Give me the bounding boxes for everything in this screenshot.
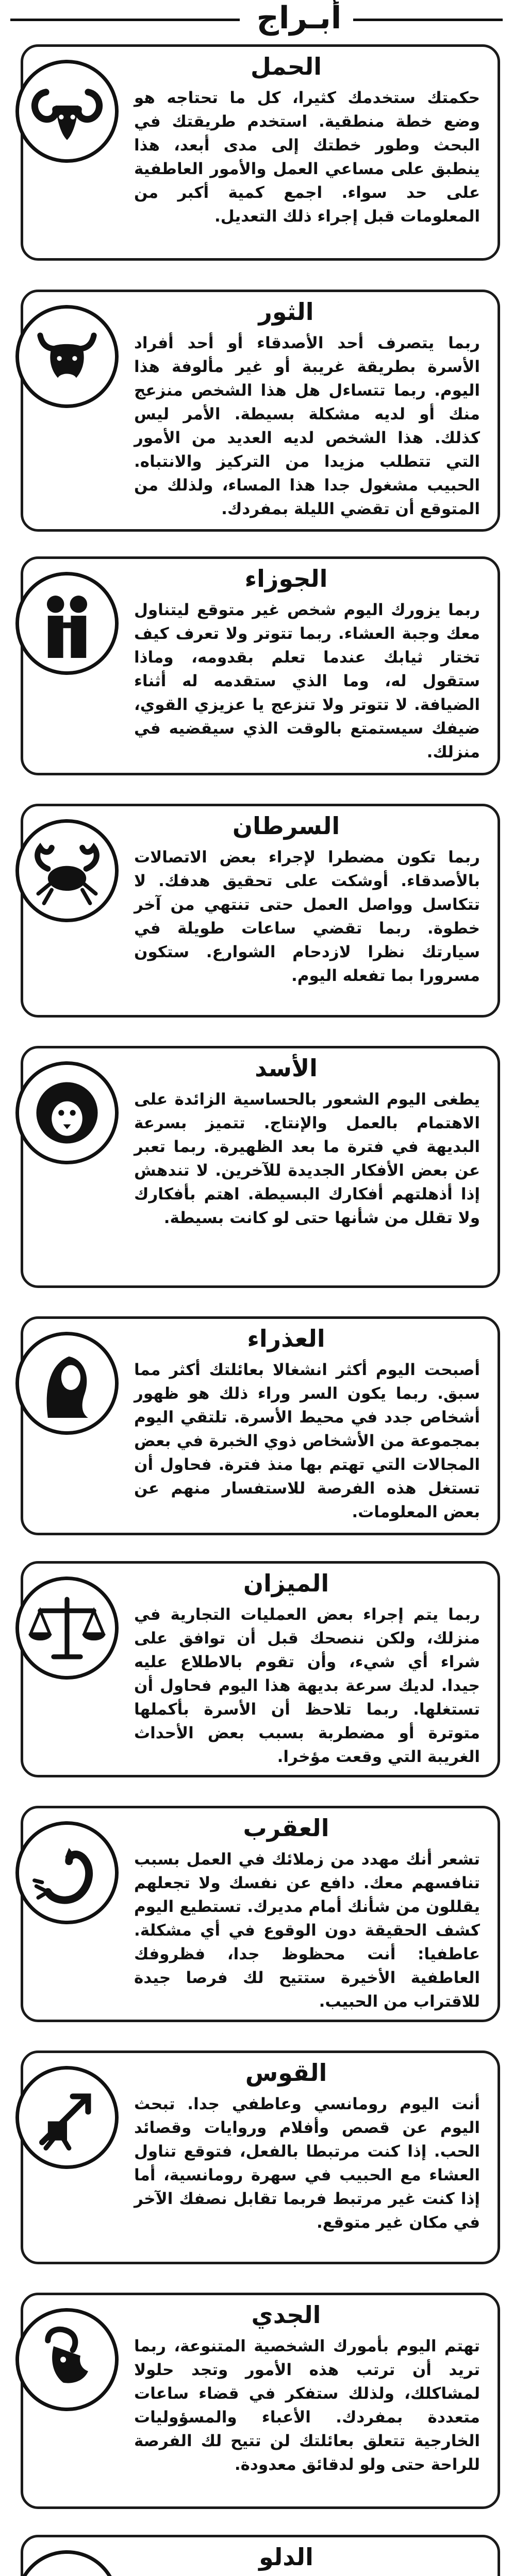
sign-text: يطغى اليوم الشعور بالحساسية الزائدة على الاهتمام بالعمل والإنتاج. تتميز بسرعة البديهة في فترة ما بعد الظهيرة. ربما تعبر عن بعض الأفكار الجديدة للآخرين. لا تندهش إذا أذهلتهم أفكارك البسيطة. اهتم بأفكارك ولا تقلل من شأنها حتى لو كانت بسيطة. <box>134 1090 480 1227</box>
sagittarius-icon <box>15 2066 119 2169</box>
gemini-icon <box>15 572 119 675</box>
sign-card-libra <box>21 1561 500 1777</box>
page-header <box>0 0 513 36</box>
sign-name: الثور <box>258 298 314 326</box>
sign-card-scorpio <box>21 1806 500 2022</box>
virgo-icon <box>15 1332 119 1435</box>
header-rule-right <box>353 19 503 21</box>
taurus-icon <box>15 305 119 408</box>
aries-icon <box>15 60 119 163</box>
sign-name: العقرب <box>243 1814 329 1842</box>
sign-name: الجوزاء <box>244 565 328 592</box>
scorpio-icon <box>15 1821 119 1924</box>
capricorn-icon <box>15 2308 119 2411</box>
sign-name: السرطان <box>232 812 340 840</box>
sign-name: الحمل <box>250 53 322 80</box>
sign-card-aries <box>21 44 500 261</box>
sign-card-leo <box>21 1046 500 1288</box>
sign-text: ربما يزورك اليوم شخص غير متوقع ليتناول معك وجبة العشاء. ربما تتوتر ولا تعرف كيف تختار ثيابك عندما تعلم بقدومه، وماذا ستقول له، وما الذي ستقدمه له أثناء الضيافة. لا تتوتر ولا تنزعج يا عزيزي القوي، ضيفك سيستمتع بالوقت الذي سيقضيه في منزلك. <box>134 601 480 761</box>
sign-text: أنت اليوم رومانسي وعاطفي جدا. تبحث اليوم عن قصص وأفلام وروايات وقصائد الحب. إذا كنت مرتبطا بالفعل، فتوقع تناول العشاء مع الحبيب في سهرة رومانسية، أما إذا كنت غير مرتبط فربما تقابل نصفك الآخر في مكان غير متوقع. <box>134 2095 480 2232</box>
sign-card-virgo <box>21 1316 500 1535</box>
leo-icon <box>15 1061 119 1164</box>
sign-text: تشعر أنك مهدد من زملائك في العمل بسبب تنافسهم معك. دافع عن نفسك ولا تجعلهم يقللون من شأنك أمام مديرك. تستطيع اليوم كشف الحقيقة دون الوقوع في أي مشكلة. عاطفيا: أنت محظوظ جدا، فظروفك العاطفية الأخيرة ستتيح لك فرصا جيدة للاقتراب من الحبيب. <box>134 1850 480 2011</box>
sign-name: الأسد <box>255 1054 318 1082</box>
sign-name: الجدي <box>251 2301 321 2329</box>
sign-card-cancer <box>21 804 500 1018</box>
cancer-icon <box>15 819 119 922</box>
sign-text: ربما يتصرف أحد الأصدقاء أو أحد أفراد الأسرة بطريقة غريبة أو غير مألوفة هذا اليوم. ربما تتساءل هل هذا الشخص منزعج منك أو لديه مشكلة بسيطة. الأمر ليس كذلك. هذا الشخص لديه العديد من الأمور التي تتطلب مزيدا من التركيز والانتباه. الحبيب مشغول جدا هذا المساء، ولذلك من المتوقع أن تقضي الليلة بمفردك. <box>134 334 480 518</box>
header-rule-left <box>10 19 240 21</box>
sign-card-aquarius <box>21 2535 500 2576</box>
sign-card-capricorn <box>21 2293 500 2509</box>
sign-card-taurus <box>21 290 500 532</box>
sign-name: العذراء <box>247 1325 325 1352</box>
sign-text: حكمتك ستخدمك كثيرا، كل ما تحتاجه هو وضع خطة منطقية. استخدم طريقتك في البحث وطور خطتك إلى مدى أبعد، هذا ينطبق على مساعي العمل والأمور العاطفية على حد سواء. اجمع كمية أكبر من المعلومات قبل إجراء ذلك التعديل. <box>134 89 480 226</box>
sign-card-gemini <box>21 556 500 775</box>
sign-text: أصبحت اليوم أكثر انشغالا بعائلتك أكثر مما سبق. ربما يكون السر وراء ذلك هو ظهور أشخاص جدد في محيط الأسرة. تلتقي اليوم بمجموعة من الأشخاص ذوي الخبرة في بعض المجالات التي تهتم بها منذ فترة. فحاول أن تستغل هذه الفرصة للاستفسار منهم عن بعض المعلومات. <box>134 1361 480 1521</box>
page-title: أبـراج <box>256 0 342 36</box>
libra-icon <box>15 1577 119 1680</box>
sign-name: الدلو <box>259 2543 313 2571</box>
sign-text: تهتم اليوم بأمورك الشخصية المتنوعة، ربما تريد أن ترتب هذه الأمور وتجد حلولا لمشاكلك، ولذلك ستفكر في قضاء ساعات متعددة بمفردك. الأعباء والمسؤوليات الخارجية تتعلق بعائلتك لن تتيح لك الفرصة للراحة حتى ولو لدقائق معدودة. <box>134 2337 480 2474</box>
sign-name: الميزان <box>243 1569 329 1597</box>
sign-text: ربما يتم إجراء بعض العمليات التجارية في منزلك، ولكن ننصحك قبل أن توافق على شراء أي شيء، وأن تقوم بالاطلاع عليه جيدا. لديك سرعة بديهة هذا اليوم فحاول أن تستغلها. ربما تلاحظ أن الأسرة بأكملها متوترة أو مضطربة بسبب بعض الأحداث الغريبة التي وقعت مؤخرا. <box>134 1605 480 1766</box>
sign-name: القوس <box>245 2059 327 2087</box>
sign-text: ربما تكون مضطرا لإجراء بعض الاتصالات بالأصدقاء. أوشكت على تحقيق هدفك. لا تتكاسل وواصل العمل حتى تنتهي من آخر خطوة. ربما تقضي ساعات طويلة في سيارتك نظرا لازدحام الشوارع. ستكون مسرورا بما تفعله اليوم. <box>134 848 480 985</box>
sign-card-sagittarius <box>21 2050 500 2264</box>
